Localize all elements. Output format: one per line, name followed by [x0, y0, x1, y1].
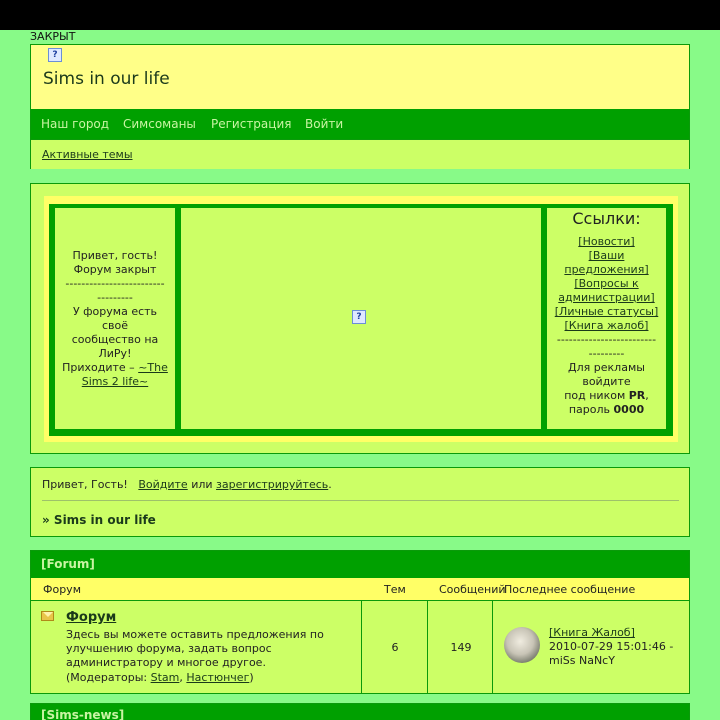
moderator-stam[interactable]: Stam: [150, 671, 180, 684]
link-admin-questions[interactable]: [Вопросы к администрации]: [558, 277, 655, 304]
broken-image-icon: ?: [48, 48, 62, 62]
moderator-nastyunchag[interactable]: Настюнчег: [186, 671, 250, 684]
ad-pass-line: пароль 0000: [568, 403, 645, 416]
category-title[interactable]: [Forum]: [31, 551, 689, 578]
links-separator-tail: ---------: [588, 347, 625, 360]
nav-simsomany[interactable]: Симсоманы: [123, 117, 196, 131]
forum-table-header: [31, 578, 689, 601]
last-post-author: miSs NaNcY: [549, 654, 615, 667]
promo-community-1: У форума есть: [72, 305, 158, 318]
welcome-panel: [30, 467, 690, 537]
promo-community-2: своё: [101, 319, 129, 332]
active-topics-link[interactable]: Активные темы: [42, 148, 133, 161]
col-last-post: Последнее сообщение: [504, 583, 636, 596]
top-black-bar: [0, 0, 720, 30]
ad-nick-line: под ником PR,: [564, 389, 649, 402]
promo-closed: Форум закрыт: [73, 263, 157, 276]
category-title[interactable]: [Sims-news]: [30, 703, 690, 720]
site-header: [30, 44, 690, 169]
promo-middle-cell: [181, 208, 541, 429]
nav-login[interactable]: Войти: [305, 117, 344, 131]
promo-community-4: ЛиРу!: [98, 347, 132, 360]
moderators: (Модераторы: Stam, Настюнчег): [66, 671, 254, 684]
link-news[interactable]: [Новости]: [578, 235, 635, 248]
promo-separator: -------------------------: [65, 277, 165, 290]
sub-nav: [31, 139, 689, 169]
promo-links-cell: [547, 208, 666, 429]
posts-count: 149: [450, 641, 472, 654]
welcome-or: или: [191, 478, 213, 491]
promo-greeting: Привет, гость!: [72, 249, 158, 262]
envelope-icon: [41, 611, 54, 621]
breadcrumb: » Sims in our life: [42, 513, 156, 527]
links-title: Ссылки:: [572, 209, 641, 228]
promo-left-cell: [55, 208, 175, 429]
ad-text: Для рекламы войдите: [568, 361, 645, 388]
forum-category: [30, 550, 690, 694]
register-link[interactable]: зарегистрируйтесь: [216, 478, 329, 491]
sims2-life-link[interactable]: ~The Sims 2 life~: [81, 361, 168, 388]
promo-separator-tail: ---------: [97, 291, 133, 304]
last-post: [549, 626, 673, 668]
closed-status-label: ЗАКРЫТ: [30, 30, 76, 43]
table-row: [31, 601, 689, 693]
nav-register[interactable]: Регистрация: [211, 117, 292, 131]
col-forum: Форум: [43, 583, 81, 596]
promo-inner: [44, 196, 678, 442]
col-topics: Тем: [384, 583, 406, 596]
link-suggestions[interactable]: [Ваши предложения]: [564, 249, 649, 276]
welcome-greeting: Привет, Гость!: [42, 478, 128, 491]
main-nav: [31, 109, 689, 139]
forum-link[interactable]: Форум: [66, 610, 117, 625]
promo-frame: [49, 204, 673, 436]
promo-community-3: сообщество на: [71, 333, 159, 346]
nav-our-city[interactable]: Наш город: [41, 117, 110, 131]
forum-description: Здесь вы можете оставить предложения по улучшению форума, задать вопрос администратору и многое другое.: [66, 628, 324, 669]
link-personal-status[interactable]: [Личные статусы]: [554, 305, 659, 318]
avatar: [504, 627, 540, 663]
links-separator: -------------------------: [556, 333, 657, 346]
link-complaints[interactable]: [Книга жалоб]: [564, 319, 649, 332]
welcome-line: Привет, Гость! Войдите или зарегистрируйтесь.: [42, 478, 332, 491]
login-link[interactable]: Войдите: [138, 478, 188, 491]
broken-image-icon: ?: [352, 310, 366, 324]
promo-come-line: Приходите – ~The Sims 2 life~: [62, 361, 168, 388]
divider: [42, 500, 679, 501]
topics-count: 6: [391, 641, 399, 654]
promo-panel: [30, 183, 690, 454]
col-posts: Сообщений: [439, 583, 506, 596]
last-post-topic-link[interactable]: [Книга Жалоб]: [549, 626, 635, 639]
site-title: Sims in our life: [43, 69, 170, 89]
last-post-date: 2010-07-29 15:01:46 -: [549, 640, 674, 653]
